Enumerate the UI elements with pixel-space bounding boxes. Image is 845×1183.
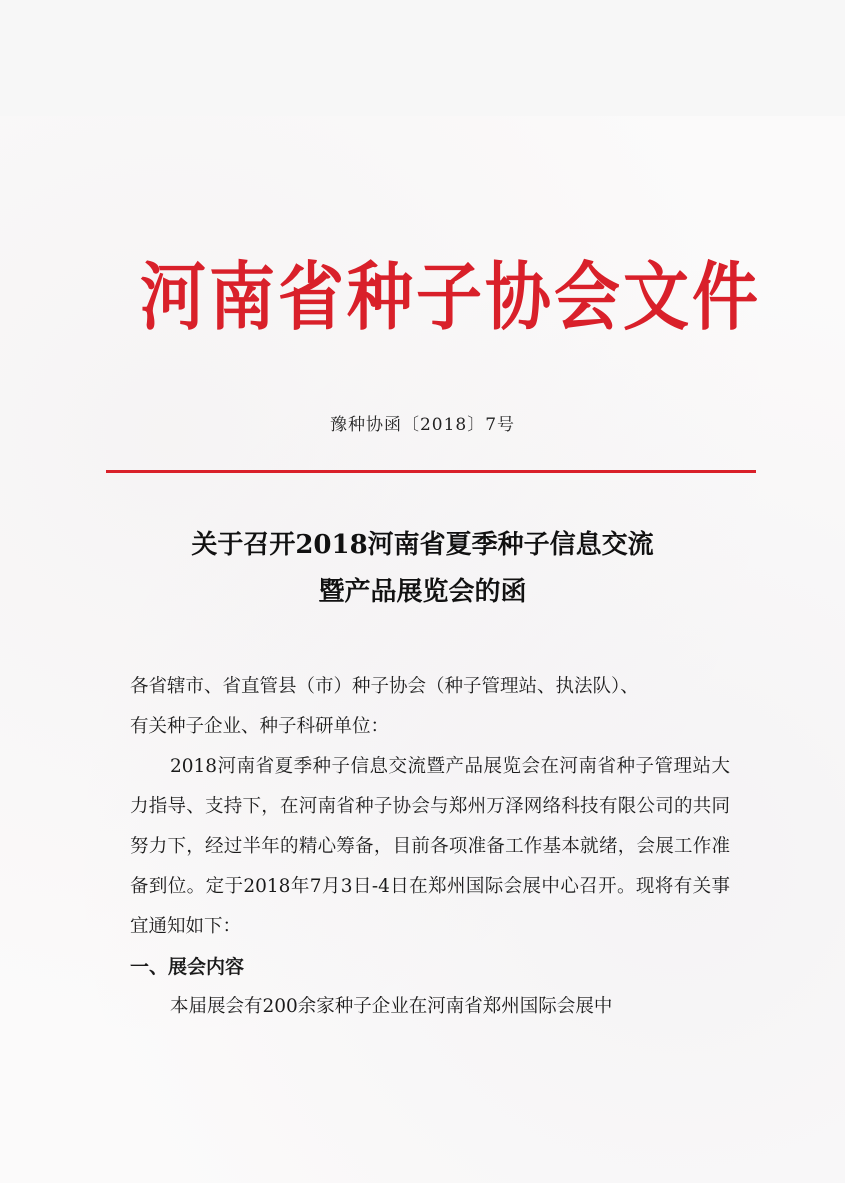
subject-line-1: 关于召开2018河南省夏季种子信息交流 [191, 530, 654, 560]
document-subject [0, 522, 845, 616]
red-separator-line [106, 470, 756, 473]
section-heading-1: 一、展会内容 [130, 956, 245, 978]
addressee-line-1: 各省辖市、省直管县（市）种子协会（种子管理站、执法队）、 [130, 676, 639, 697]
subject-line-2: 暨产品展览会的函 [318, 577, 527, 607]
document-number: 豫种协函〔2018〕7号 [329, 415, 516, 435]
document-header-title: 河南省种子协会文件 [140, 252, 761, 341]
addressee-line-2: 有关种子企业、种子科研单位： [130, 716, 390, 737]
body-paragraph-1: 2018河南省夏季种子信息交流暨产品展览会在河南省种子管理站大力指导、支持下，在河南省种子协会与郑州万泽网络科技有限公司的共同努力下，经过半年的精心筹备，目前各项准备工作基本就绪，会展工作准备到位。定于2018年7月3日-4日在郑州国际会展中心召开。现将有关事宜通知如下： [130, 756, 730, 937]
document-body [130, 667, 730, 1027]
body-paragraph-2: 本届展会有200余家种子企业在河南省郑州国际会展中 [170, 996, 613, 1017]
top-blank-band [0, 0, 845, 116]
